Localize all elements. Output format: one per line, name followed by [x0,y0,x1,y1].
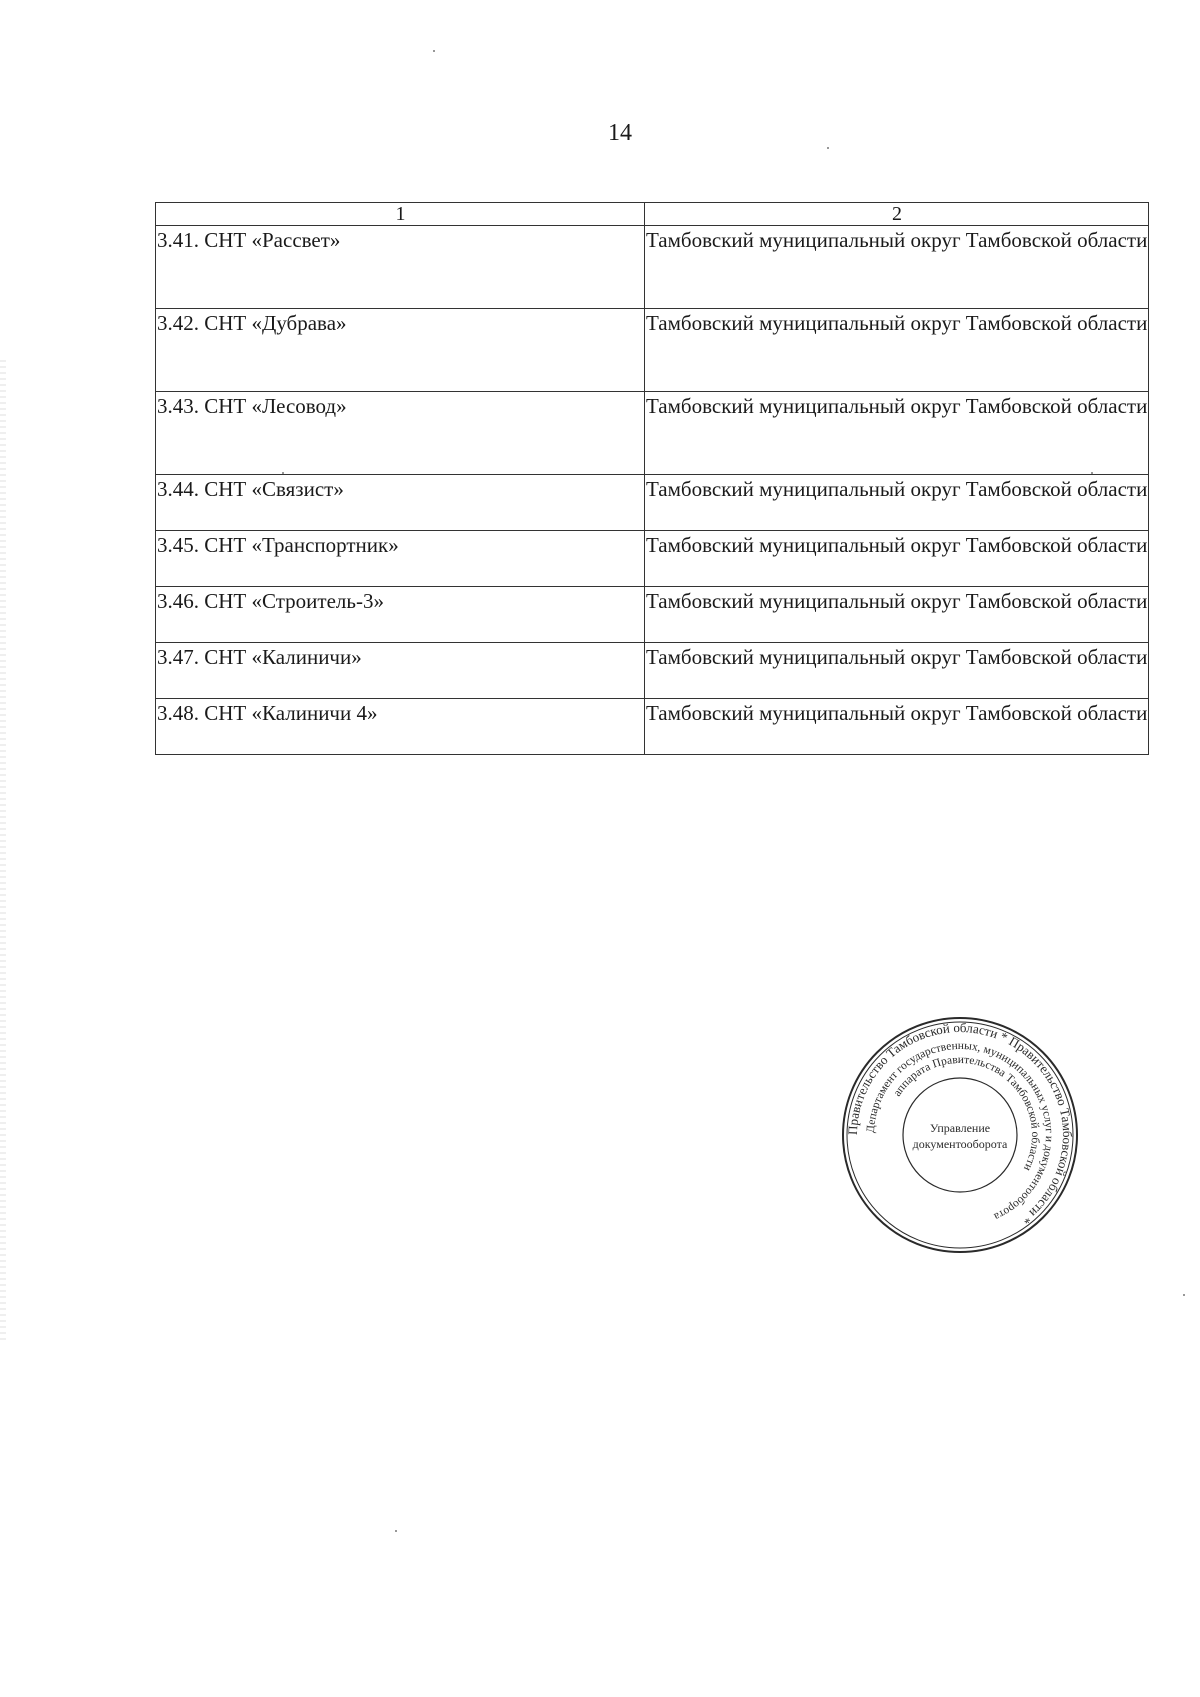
scan-speck [1183,1294,1185,1296]
settlements-table [155,202,1149,755]
table-row [156,392,1149,475]
item-cell: 3.42. СНТ «Дубрава» [156,309,645,392]
district-cell: Тамбовский муниципальный округ Тамбовской области [645,531,1149,587]
item-cell: 3.48. СНТ «Калиничи 4» [156,699,645,755]
scan-edge-artifact [0,360,6,1340]
item-cell: 3.47. СНТ «Калиничи» [156,643,645,699]
item-cell: 3.45. СНТ «Транспортник» [156,531,645,587]
seal-inner-text: аппарата Правительства Тамбовской области [891,1053,1042,1173]
table-row [156,699,1149,755]
scan-speck [827,147,829,149]
scan-speck [395,1530,397,1532]
scan-speck [433,50,435,52]
table-row [156,587,1149,643]
district-cell: Тамбовский муниципальный округ Тамбовской области [645,475,1149,531]
item-cell: 3.46. СНТ «Строитель-3» [156,587,645,643]
column-header-1: 1 [156,203,645,226]
table-header-row [156,203,1149,226]
column-header-2: 2 [645,203,1149,226]
district-cell: Тамбовский муниципальный округ Тамбовской области [645,309,1149,392]
seal-middle-text: Департамент государственных, муниципальных услуг и документооборота [864,1039,1056,1223]
item-cell: 3.44. СНТ «Связист» [156,475,645,531]
seal-graphic [840,1015,1080,1255]
district-cell: Тамбовский муниципальный округ Тамбовской области [645,226,1149,309]
district-cell: Тамбовский муниципальный округ Тамбовской области [645,587,1149,643]
district-cell: Тамбовский муниципальный округ Тамбовской области [645,699,1149,755]
table-row [156,309,1149,392]
item-cell: 3.43. СНТ «Лесовод» [156,392,645,475]
scan-speck [282,472,284,474]
scan-speck [1091,472,1093,474]
seal-outer-text: Правительство Тамбовской области * Правительство Тамбовской области * [844,1019,1076,1228]
item-cell: 3.41. СНТ «Рассвет» [156,226,645,309]
district-cell: Тамбовский муниципальный округ Тамбовской области [645,643,1149,699]
table-row [156,643,1149,699]
official-seal-stamp [840,1015,1080,1255]
seal-center-line-1: Управление [929,1121,991,1135]
seal-center-line-2: документооборота [912,1137,1008,1151]
page-number: 14 [608,120,632,146]
table-row [156,226,1149,309]
table-row [156,531,1149,587]
district-cell: Тамбовский муниципальный округ Тамбовской области [645,392,1149,475]
table-row [156,475,1149,531]
